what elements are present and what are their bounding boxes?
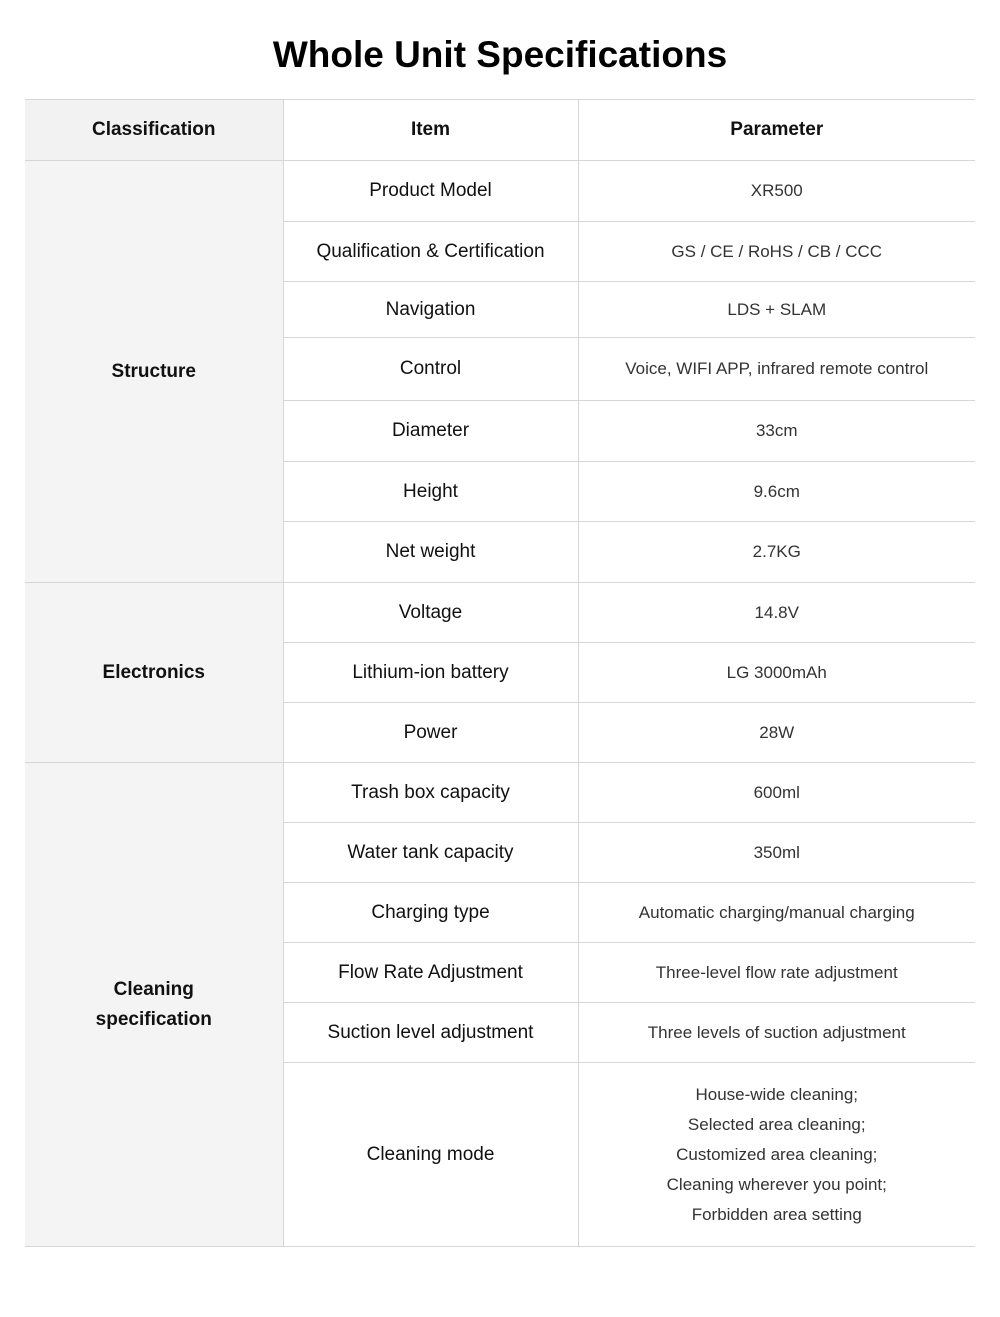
parameter-cell: LG 3000mAh	[578, 643, 975, 703]
item-cell: Suction level adjustment	[283, 1003, 578, 1063]
item-cell: Voltage	[283, 583, 578, 643]
parameter-cell: 33cm	[578, 401, 975, 462]
page-title: Whole Unit Specifications	[272, 34, 728, 75]
classification-label: Electronics	[102, 661, 205, 683]
cleaning-mode-line: House-wide cleaning;	[695, 1084, 859, 1104]
header-item: Item	[283, 100, 578, 161]
classification-label: Structure	[111, 360, 196, 382]
classification-label: Cleaning specification	[95, 978, 212, 1030]
item-cell: Trash box capacity	[283, 763, 578, 823]
parameter-cell: LDS + SLAM	[578, 282, 975, 338]
classification-cleaning	[25, 763, 283, 1247]
parameter-cell: 2.7KG	[578, 522, 975, 583]
item-cell: Charging type	[283, 883, 578, 943]
item-cell: Net weight	[283, 522, 578, 583]
parameter-cell: Automatic charging/manual charging	[578, 883, 975, 943]
classification-electronics	[25, 583, 283, 763]
item-cell: Flow Rate Adjustment	[283, 943, 578, 1003]
parameter-cell: 600ml	[578, 763, 975, 823]
item-cell: Cleaning mode	[283, 1063, 578, 1247]
cleaning-mode-line: Selected area cleaning;	[687, 1114, 866, 1134]
item-cell: Navigation	[283, 282, 578, 338]
parameter-cell-cleaning-modes	[578, 1063, 975, 1247]
parameter-cell: 28W	[578, 703, 975, 763]
parameter-cell: 350ml	[578, 823, 975, 883]
cleaning-mode-line: Customized area cleaning;	[676, 1144, 878, 1164]
cleaning-mode-line: Forbidden area setting	[691, 1204, 862, 1224]
item-cell: Power	[283, 703, 578, 763]
item-cell: Control	[283, 338, 578, 401]
table-header-row	[25, 100, 975, 161]
parameter-cell: Voice, WIFI APP, infrared remote control	[578, 338, 975, 401]
item-cell: Diameter	[283, 401, 578, 462]
header-parameter: Parameter	[578, 100, 975, 161]
parameter-cell: XR500	[578, 161, 975, 222]
item-cell: Product Model	[283, 161, 578, 222]
parameter-cell: 14.8V	[578, 583, 975, 643]
parameter-cell: Three-level flow rate adjustment	[578, 943, 975, 1003]
table-row	[25, 763, 975, 823]
item-cell: Lithium-ion battery	[283, 643, 578, 703]
specifications-table	[25, 99, 975, 1247]
item-cell: Water tank capacity	[283, 823, 578, 883]
cleaning-mode-list	[587, 1080, 968, 1230]
parameter-cell: GS / CE / RoHS / CB / CCC	[578, 222, 975, 282]
item-cell: Qualification & Certification	[283, 222, 578, 282]
parameter-cell: Three levels of suction adjustment	[578, 1003, 975, 1063]
classification-structure	[25, 161, 283, 583]
item-cell: Height	[283, 462, 578, 522]
parameter-cell: 9.6cm	[578, 462, 975, 522]
table-row	[25, 583, 975, 643]
header-classification: Classification	[25, 100, 283, 161]
table-row	[25, 161, 975, 222]
cleaning-mode-line: Cleaning wherever you point;	[666, 1174, 887, 1194]
